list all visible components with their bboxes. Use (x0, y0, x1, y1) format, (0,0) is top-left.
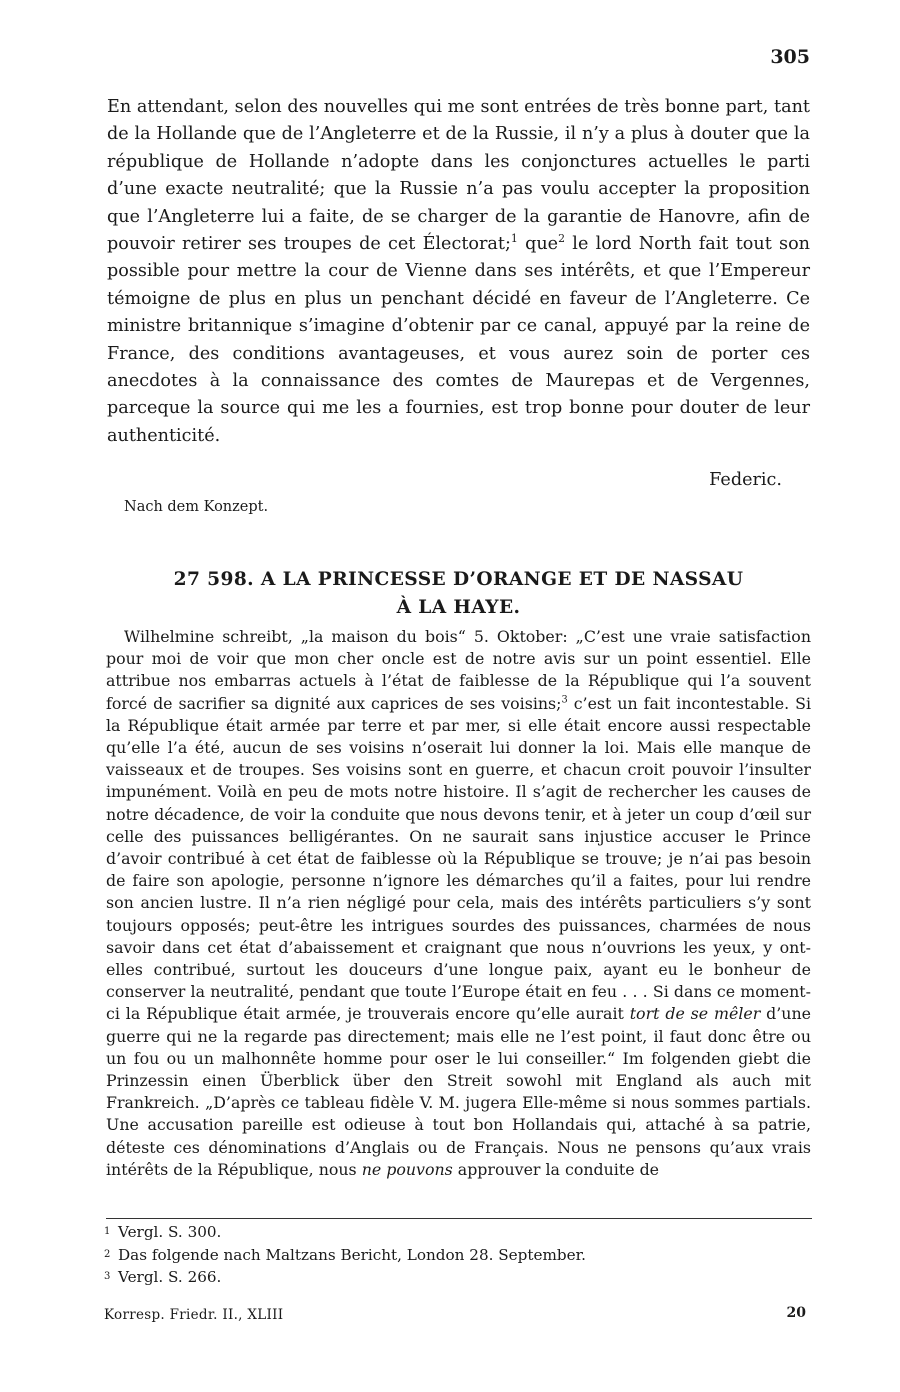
signature: Federic. (709, 470, 782, 490)
footnote-ref: 2 (558, 232, 566, 246)
letter-emphasis: tort de se mêler (623, 1004, 761, 1024)
footnote-divider (106, 1218, 812, 1219)
footnote-number: 3 (104, 1271, 111, 1283)
footnote-ref: 3 (561, 694, 568, 706)
footnote-text: Vergl. S. 300. (118, 1223, 222, 1241)
heading-line-1: 27 598. A LA PRINCESSE D’ORANGE ET DE NASSAU (173, 569, 744, 590)
sheet-number: 20 (786, 1305, 806, 1321)
footnote-ref: 1 (510, 232, 518, 246)
letter-text: c’est un fait incontestable. Si la République était armée par terre et par mer, si elle était encore aussi respectable qu’elle l’a été, aucun de ses voisins n’oserait lui donner la loi. Mais elle manque de vaisseaux et de troupes. Ses voisins sont en guerre, et chacun croit pouvoir l’insulter impunément. Voilà en peu de mots notre histoire. Il s’agit de rechercher les causes de notre décadence, de voir la conduite que nous devons tenir, et à jeter un coup d’œil sur celle des puissances belligérantes. On ne saurait sans injustice accuser le Prince d’avoir contribué à cet état de faiblesse où la République se trouve; je n’ai pas besoin de faire son apologie, personne n’ignore les démarches qu’il a faites, pour lui rendre son ancien lustre. Il n’a rien négligé pour cela, mais des intérêts particuliers s’y sont toujours opposés; peut-être les intrigues sourdes des puissances, charmées de nous savoir dans cet état d’abaissement et craignant que nous n’ouvrions les yeux, y ont-elles contribué, surtout les douceurs d’une longue paix, ayant eu le bonheur de conserver la neutralité, pendant que toute l’Europe était en feu . . . Si dans ce moment-ci la République était armée, je trouverais encore qu’elle aurait (106, 693, 812, 1024)
footnotes (104, 1221, 810, 1289)
letter-text: „C’est une vraie satisfaction pour moi de voir que mon cher oncle est de notre avis sur un point essentiel. Elle attribue nos embarras actuels à l’état de faiblesse de la République qui l’a souvent forcé de sacrifier sa dignité aux caprices de ses voisins; (106, 627, 811, 713)
main-text-part: En attendant, selon des nouvelles qui me sont entrées de très bonne part, tant de la Hollande que de l’Angleterre et de la Russie, il n’y a plus à douter que la république de Hollande n’adopte dans les conjonctures actuelles le parti d’une exacte neutralité; que la Russie n’a pas voulu accepter la proposition que l’Angleterre lui a faite, de se charger de la garantie de Hanovre, afin de pouvoir retirer ses troupes de cet Électorat; (107, 97, 810, 255)
letter-summary: Im folgenden giebt die Prinzessin einen Überblick über den Streit sowohl mit England als auch mit Frankreich. (106, 1048, 811, 1113)
letter-heading (107, 566, 810, 622)
main-text-part: que (517, 234, 559, 255)
footnote-item (104, 1266, 810, 1289)
footnote-number: 1 (104, 1226, 111, 1237)
letter-text: approuver la conduite de (452, 1159, 660, 1179)
footnote-text: Das folgende nach Maltzans Bericht, London 28. September. (118, 1245, 586, 1264)
main-text-part: le lord North fait tout son possible pour mettre la cour de Vienne dans ses intérêts, et que l’Empereur témoigne de plus en plus un penchant décidé en faveur de l’Angleterre. Ce ministre britannique s’imagine d’obtenir par ce canal, appuyé par la reine de France, des conditions avantageuses, et vous aurez soin de porter ces anecdotes à la connaissance des comtes de Maurepas et de Vergennes, parceque la source qui me les a fournies, est trop bonne pour douter de leur authenticité. (107, 234, 810, 446)
page-number: 305 (770, 46, 810, 68)
letter-text: „D’après ce tableau fidèle V. M. jugera Elle-même si nous sommes partials. Une accusation pareille est odieuse à tout bon Hollandais qui, attaché à sa patrie, déteste ces dénominations d’Anglais ou de Français. Nous ne pensons qu’aux vrais intérêts de la République, nous (106, 1093, 811, 1179)
letter-text: d’une guerre qui ne la regarde pas directement; mais elle ne l’est point, il faut donc être ou un fou ou un malhonnête homme pour oser le lui conseiller.“ (106, 1004, 811, 1068)
letter-body (106, 626, 811, 1181)
footnote-item (104, 1221, 810, 1244)
source-note: Nach dem Konzept. (124, 499, 269, 515)
letter-intro: Wilhelmine schreibt, „la maison du bois“ 5. Oktober: (124, 627, 568, 646)
main-paragraph (107, 94, 810, 450)
signature-mark: Korresp. Friedr. II., XLIII (104, 1307, 284, 1323)
footnote-item (104, 1244, 810, 1267)
heading-line-2: À LA HAYE. (396, 597, 521, 618)
footnote-number: 2 (104, 1248, 111, 1260)
letter-emphasis: ne pouvons (356, 1159, 453, 1179)
footnote-text: Vergl. S. 266. (118, 1268, 222, 1287)
